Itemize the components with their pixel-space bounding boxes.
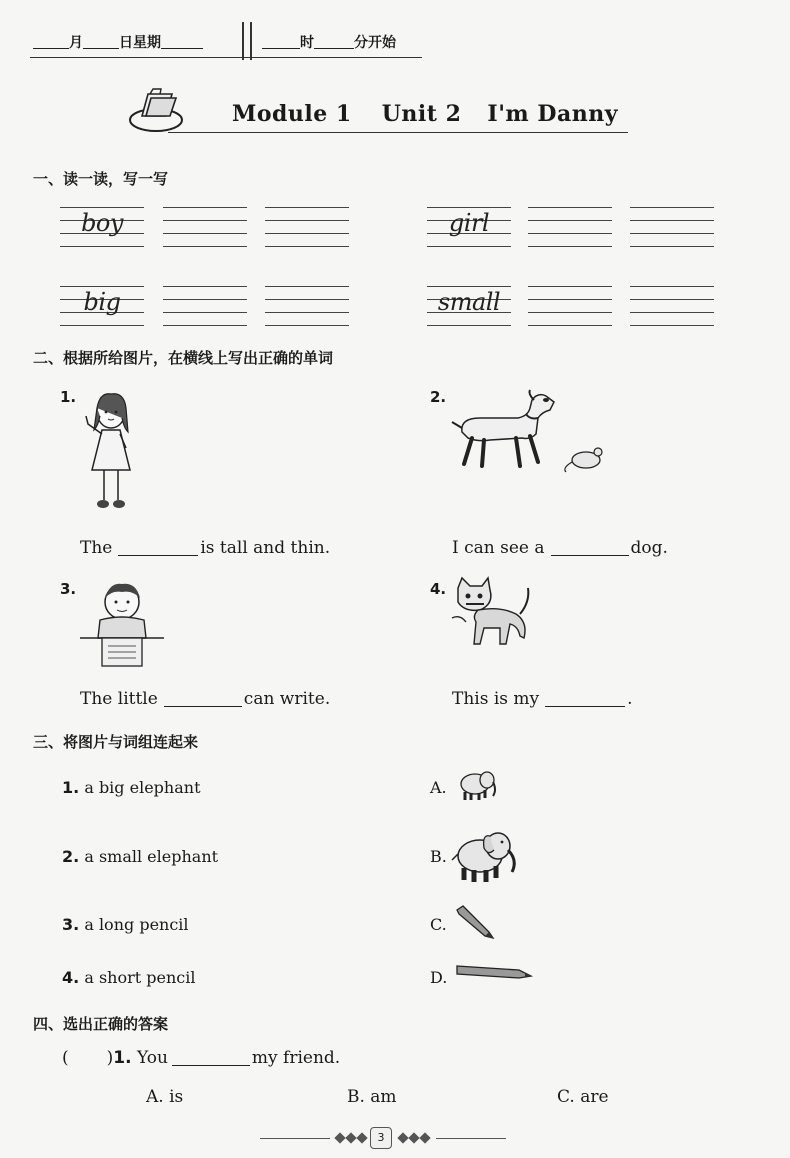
- section3-heading: 三、将图片与词组连起来: [33, 733, 199, 751]
- picture-label: A.: [430, 778, 447, 797]
- option-b[interactable]: B. am: [347, 1087, 397, 1107]
- hour-label: 时: [300, 35, 314, 51]
- footer-diamond: [334, 1132, 345, 1143]
- paren-close: ): [106, 1048, 114, 1068]
- writing-grid[interactable]: [630, 207, 714, 247]
- answer-slot[interactable]: [69, 1050, 107, 1066]
- handwritten-word: small: [437, 288, 501, 316]
- word-grid-girl: [427, 207, 511, 247]
- section1-heading: 一、读一读，写一写: [33, 170, 169, 188]
- sentence-1: [80, 538, 330, 558]
- answer-blank[interactable]: [164, 690, 242, 707]
- phrase-number: 3.: [62, 915, 80, 934]
- footer-diamond: [408, 1132, 419, 1143]
- writing-grid[interactable]: [630, 286, 714, 326]
- question-1: [62, 1048, 340, 1068]
- header-divider: [250, 22, 252, 60]
- phrase-text: a short pencil: [84, 968, 196, 987]
- phrase-item[interactable]: [62, 968, 195, 987]
- sentence-text: This is my: [452, 689, 540, 709]
- hour-blank[interactable]: [262, 48, 300, 49]
- sentence-2: [452, 538, 668, 558]
- title-unit: Unit 2: [381, 101, 462, 127]
- writing-grid[interactable]: [163, 207, 247, 247]
- question-number: 1.: [113, 1048, 132, 1068]
- cat-illustration: [450, 578, 534, 652]
- short-pencil-icon[interactable]: [455, 906, 495, 940]
- word-grid-small: [427, 286, 511, 326]
- long-pencil-icon[interactable]: [457, 964, 533, 982]
- title-name: I'm Danny: [487, 101, 618, 127]
- sentence-text: The: [80, 538, 113, 558]
- day-label: 日: [119, 35, 133, 51]
- minute-start-label: 分开始: [354, 35, 396, 51]
- question-text: You: [136, 1048, 168, 1068]
- phrase-number: 2.: [62, 847, 80, 866]
- word-grid-big: [60, 286, 144, 326]
- item-number: 1.: [60, 388, 77, 406]
- sentence-3: [80, 689, 330, 709]
- item-number: 2.: [430, 388, 447, 406]
- option-c[interactable]: C. are: [557, 1087, 609, 1107]
- sentence-text: dog.: [630, 538, 668, 558]
- phrase-text: a small elephant: [84, 847, 219, 866]
- time-header: [262, 32, 396, 52]
- small-elephant-icon[interactable]: [455, 768, 497, 802]
- day-blank[interactable]: [83, 48, 119, 49]
- writing-grid[interactable]: [163, 286, 247, 326]
- sentence-text: is tall and thin.: [200, 538, 331, 558]
- section2-heading: 二、根据所给图片，在横线上写出正确的单词: [33, 349, 334, 367]
- page-title: [232, 101, 618, 127]
- phrase-text: a big elephant: [84, 778, 201, 797]
- date-header: [33, 32, 203, 52]
- phrase-item[interactable]: [62, 778, 201, 797]
- header-underline: [30, 57, 422, 58]
- weekday-label: 星期: [133, 35, 161, 51]
- weekday-blank[interactable]: [161, 48, 203, 49]
- item-number: 3.: [60, 580, 77, 598]
- folder-logo: [128, 86, 188, 136]
- footer-line-left: [260, 1138, 330, 1139]
- picture-label: B.: [430, 847, 447, 866]
- month-label: 月: [69, 35, 83, 51]
- answer-blank[interactable]: [118, 539, 198, 556]
- sentence-text: can write.: [243, 689, 331, 709]
- page-number: 3: [370, 1127, 392, 1149]
- paren-open: (: [62, 1048, 69, 1068]
- picture-label: C.: [430, 915, 447, 934]
- footer-line-right: [436, 1138, 506, 1139]
- handwritten-word: girl: [448, 209, 490, 237]
- option-a[interactable]: A. is: [146, 1087, 184, 1107]
- footer-diamond: [345, 1132, 356, 1143]
- answer-blank[interactable]: [551, 539, 629, 556]
- header-divider: [242, 22, 244, 60]
- footer-diamond: [397, 1132, 408, 1143]
- boy-writing-illustration: [80, 580, 164, 670]
- picture-label: D.: [430, 968, 448, 987]
- sentence-text: .: [627, 689, 633, 709]
- handwritten-word: big: [83, 288, 121, 316]
- phrase-text: a long pencil: [84, 915, 189, 934]
- phrase-item[interactable]: [62, 847, 218, 866]
- item-number: 4.: [430, 580, 447, 598]
- answer-blank[interactable]: [545, 690, 625, 707]
- girl-illustration: [80, 388, 142, 518]
- phrase-number: 4.: [62, 968, 80, 987]
- writing-grid[interactable]: [528, 207, 612, 247]
- title-underline: [168, 132, 628, 133]
- section4-heading: 四、选出正确的答案: [33, 1015, 169, 1033]
- writing-grid[interactable]: [265, 286, 349, 326]
- minute-blank[interactable]: [314, 48, 354, 49]
- phrase-item[interactable]: [62, 915, 189, 934]
- sentence-4: [452, 689, 633, 709]
- answer-blank[interactable]: [172, 1049, 250, 1066]
- writing-grid[interactable]: [528, 286, 612, 326]
- title-module: Module 1: [232, 101, 352, 127]
- word-grid-boy: [60, 207, 144, 247]
- phrase-number: 1.: [62, 778, 80, 797]
- sentence-text: I can see a: [452, 538, 545, 558]
- handwritten-word: boy: [81, 209, 123, 237]
- big-elephant-icon[interactable]: [452, 826, 520, 884]
- writing-grid[interactable]: [265, 207, 349, 247]
- sentence-text: The little: [80, 689, 158, 709]
- month-blank[interactable]: [33, 48, 69, 49]
- footer-diamond: [356, 1132, 367, 1143]
- dog-and-mouse-illustration: [450, 388, 620, 478]
- footer-diamond: [419, 1132, 430, 1143]
- question-text: my friend.: [251, 1048, 341, 1068]
